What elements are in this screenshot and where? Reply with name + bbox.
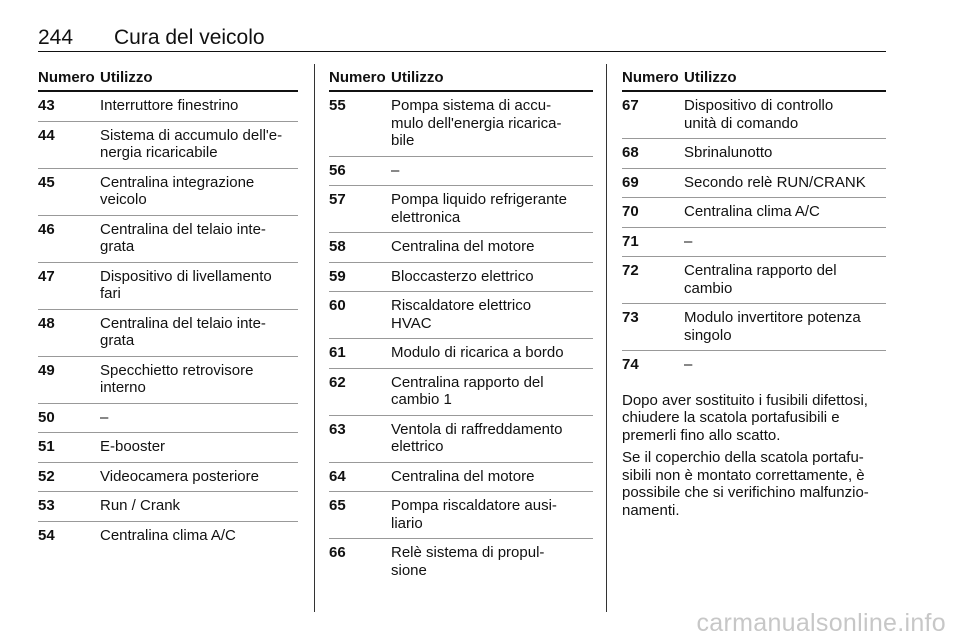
table-row [38, 169, 298, 216]
fuse-number: 47 [38, 267, 55, 285]
header-usage: Utilizzo [684, 69, 737, 86]
fuse-usage: Centralina clima A/C [684, 203, 820, 220]
fuse-usage: Centralina del motore [391, 467, 535, 485]
fuse-number: 69 [622, 173, 639, 191]
table-row [329, 539, 593, 585]
page-header [38, 26, 886, 52]
fuse-number: 45 [38, 173, 55, 191]
fuse-number: 64 [329, 467, 346, 485]
table-header [622, 70, 886, 92]
note-paragraph: Se il coperchio della scatola portafu- sibili non è montato correttamente, è possibile che si verifichino malfunzio- namenti. [622, 449, 869, 519]
fuse-number: 60 [329, 297, 346, 314]
table-row [329, 339, 593, 369]
table-row [38, 263, 298, 310]
table-row [329, 492, 593, 539]
fuse-number: 52 [38, 467, 55, 485]
column-divider [314, 64, 315, 612]
fuse-usage: Dispositivo di livellamento fari [100, 267, 272, 302]
table-row [622, 304, 886, 351]
table-row [622, 257, 886, 304]
table-row [622, 351, 886, 380]
fuse-usage: Centralina del telaio inte- grata [100, 314, 266, 349]
fuse-usage: Ventola di raffreddamento elettrico [391, 420, 563, 455]
fuse-usage: – [100, 408, 109, 426]
fuse-table-column-3 [622, 70, 886, 519]
fuse-number: 72 [622, 262, 639, 279]
fuse-number: 51 [38, 438, 55, 455]
table-row [329, 263, 593, 293]
fuse-usage: Interruttore finestrino [100, 97, 239, 114]
page-number: 244 [38, 26, 74, 49]
fuse-usage: Run / Crank [100, 497, 181, 514]
fuse-usage: Specchietto retrovisore interno [100, 361, 254, 396]
fuse-usage: Centralina del telaio inte- grata [100, 220, 266, 255]
table-row [329, 233, 593, 263]
fuse-number: 62 [329, 373, 346, 391]
table-row [329, 292, 593, 339]
fuse-number: 59 [329, 267, 346, 285]
note-paragraph: Dopo aver sostituito i fusibili difettosi, chiudere la scatola portafusibili e premerli fino allo scatto. [622, 391, 868, 444]
fuse-usage: Centralina del motore [391, 238, 535, 255]
table-row [38, 122, 298, 169]
fuse-number: 43 [38, 97, 55, 114]
column-divider [606, 64, 607, 612]
header-number: Numero [38, 69, 95, 86]
fuse-number: 67 [622, 97, 639, 114]
table-header [38, 70, 298, 92]
fuse-usage: Dispositivo di controllo unità di comando [684, 97, 834, 132]
fuse-number: 49 [38, 361, 55, 379]
header-number: Numero [622, 69, 679, 86]
fuse-usage: Sistema di accumulo dell'e- nergia ricaricabile [100, 126, 283, 161]
fuse-number: 57 [329, 191, 346, 208]
fuse-number: 68 [622, 144, 639, 161]
watermark: carmanualsonline.info [696, 609, 946, 637]
fuse-table-column-2 [329, 70, 593, 585]
fuse-number: 66 [329, 544, 346, 561]
table-row [38, 357, 298, 404]
fuse-number: 73 [622, 309, 639, 326]
fuse-number: 44 [38, 126, 55, 144]
table-body [622, 92, 886, 380]
fuse-usage: Relè sistema di propul- sione [391, 544, 545, 579]
header-number: Numero [329, 69, 386, 86]
fuse-usage: Bloccasterzo elettrico [391, 267, 534, 285]
fuse-number: 50 [38, 408, 55, 426]
fuse-usage: Centralina rapporto del cambio 1 [391, 373, 544, 408]
fuse-number: 55 [329, 97, 346, 114]
fuse-table-column-1 [38, 70, 298, 550]
fuse-number: 54 [38, 526, 55, 544]
table-row [38, 522, 298, 551]
table-row [38, 463, 298, 493]
table-row [329, 186, 593, 233]
table-row [329, 92, 593, 157]
table-row [329, 463, 593, 493]
fuse-number: 61 [329, 344, 346, 361]
table-body [329, 92, 593, 585]
fuse-number: 70 [622, 203, 639, 220]
fuse-number: 56 [329, 161, 346, 179]
fuse-usage: – [684, 356, 693, 373]
fuse-number: 58 [329, 238, 346, 255]
fuse-usage: Pompa liquido refrigerante elettronica [391, 191, 567, 226]
table-body [38, 92, 298, 550]
table-row [38, 216, 298, 263]
fuse-usage: – [391, 161, 400, 179]
fuse-number: 53 [38, 497, 55, 514]
fuse-usage: – [684, 232, 693, 250]
section-title: Cura del veicolo [114, 26, 265, 49]
header-usage: Utilizzo [100, 69, 153, 86]
table-row [622, 139, 886, 169]
table-row [622, 92, 886, 139]
table-row [38, 310, 298, 357]
table-row [329, 157, 593, 187]
table-header [329, 70, 593, 92]
fuse-usage: Sbrinalunotto [684, 144, 773, 161]
fuse-usage: Videocamera posteriore [100, 467, 259, 485]
fuse-number: 65 [329, 497, 346, 514]
fuse-usage: Secondo relè RUN/CRANK [684, 173, 866, 191]
fuse-usage: Centralina rapporto del cambio [684, 262, 837, 297]
fuse-number: 71 [622, 232, 639, 250]
table-row [622, 228, 886, 258]
table-row [329, 369, 593, 416]
fuse-usage: Riscaldatore elettrico HVAC [391, 297, 532, 332]
fuse-usage: Modulo invertitore potenza singolo [684, 309, 861, 344]
table-row [38, 92, 298, 122]
table-row [38, 433, 298, 463]
fuse-usage: Centralina integrazione veicolo [100, 173, 255, 208]
fuse-usage: Pompa sistema di accu- mulo dell'energia ricarica- bile [391, 97, 562, 149]
table-row [622, 198, 886, 228]
fuse-number: 48 [38, 314, 55, 332]
fuse-usage: Modulo di ricarica a bordo [391, 344, 564, 361]
fuse-number: 46 [38, 220, 55, 238]
table-row [38, 404, 298, 434]
table-row [622, 169, 886, 199]
fuse-usage: Centralina clima A/C [100, 526, 236, 544]
header-usage: Utilizzo [391, 69, 444, 86]
table-row [38, 492, 298, 522]
fuse-number: 63 [329, 420, 346, 438]
fuse-usage: E-booster [100, 438, 166, 455]
fuse-usage: Pompa riscaldatore ausi- liario [391, 497, 557, 532]
table-row [329, 416, 593, 463]
fuse-number: 74 [622, 356, 639, 373]
